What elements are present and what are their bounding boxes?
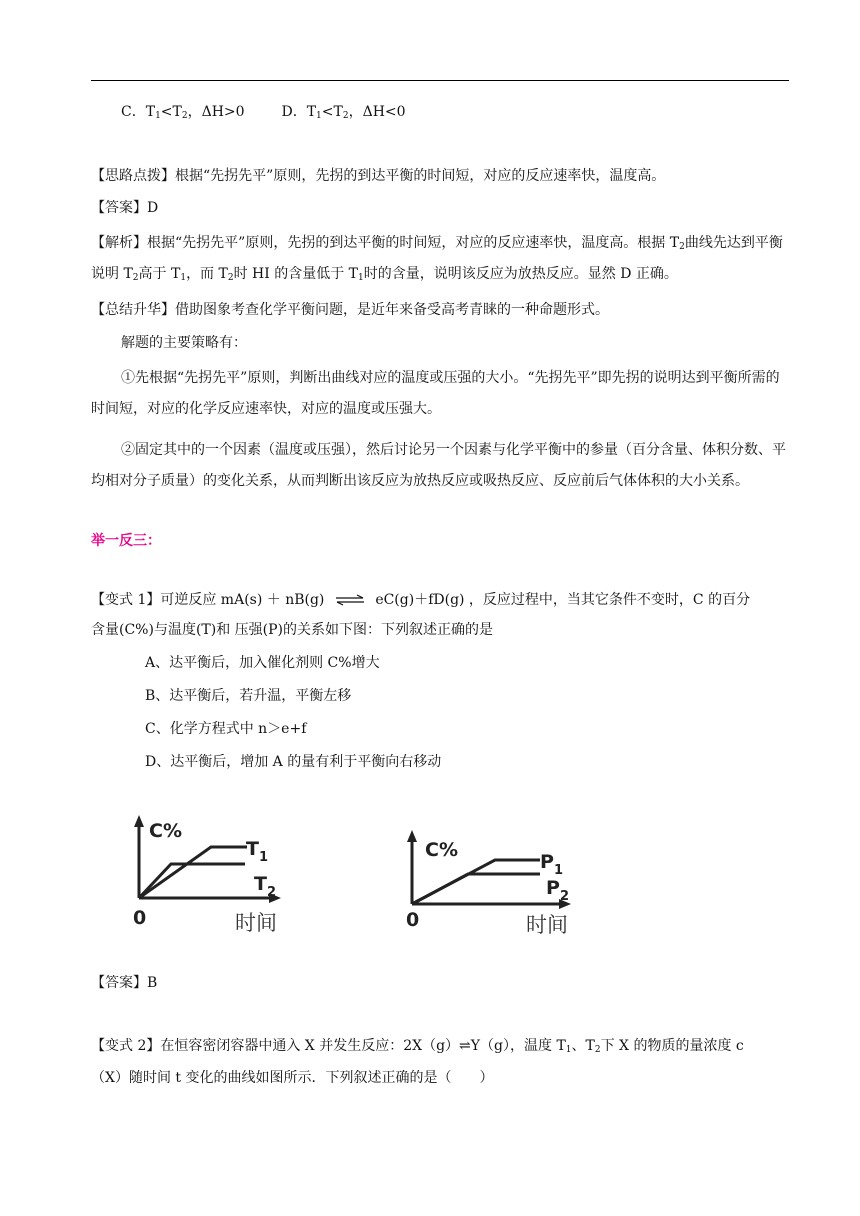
variant-2-line-1: 【变式 2】在恒容密闭容器中通入 X 并发生反应：2X（g）⇌Y（g），温度 $T_1$、$T_2$下 X 的物质的量浓度 c bbox=[91, 1038, 744, 1055]
header-rule bbox=[91, 80, 789, 81]
graph2-curve-top-label: $P_1$ bbox=[540, 851, 563, 878]
graph-temperature bbox=[125, 812, 295, 940]
summary-label: 【总结升华】 bbox=[91, 302, 175, 318]
strategy-2: ②固定其中的一个因素（温度或压强），然后讨论另一个因素与化学平衡中的参量（百分含量、体积分数、平均相对分子质量）的变化关系，从而判断出该反应为放热反应或吸热反应、反应前后气体体积的大小关系。 bbox=[91, 442, 786, 489]
curve-p2 bbox=[412, 874, 540, 904]
answer-1-label: 【答案】 bbox=[91, 200, 147, 216]
curve-p1 bbox=[412, 860, 540, 904]
summary-paragraph bbox=[91, 300, 609, 320]
choice-b: B、达平衡后，若升温，平衡左移 bbox=[145, 688, 352, 704]
answer-1 bbox=[91, 198, 158, 218]
curve-t1 bbox=[139, 847, 247, 898]
summary-text: 借助图象考查化学平衡问题，是近年来备受高考青睐的一种命题形式。 bbox=[175, 302, 609, 318]
choice-d: D、达平衡后，增加 A 的量有利于平衡向右移动 bbox=[145, 754, 442, 770]
answer-2-text: B bbox=[147, 975, 158, 991]
graph2-ylabel: C% bbox=[425, 839, 458, 861]
answer-2-label: 【答案】 bbox=[91, 975, 147, 991]
y-axis-arrow-icon bbox=[134, 815, 144, 827]
analysis-label: 【解析】 bbox=[91, 235, 147, 251]
options-row bbox=[121, 102, 406, 122]
variant-1-line-1: 【变式 1】可逆反应 mA(s) ＋ nB(g) eC(g)＋fD(g) ，反应过程中，当其它条件不变时，C 的百分 bbox=[91, 592, 751, 608]
answer-2 bbox=[91, 973, 157, 993]
graph2-curve-bottom-label: $P_2$ bbox=[546, 877, 569, 904]
variant-1-label: 【变式 1】 bbox=[91, 592, 161, 608]
y-axis-arrow-icon bbox=[407, 830, 417, 842]
variant-1-line-2: 含量(C%)与温度(T)和 压强(P)的关系如下图：下列叙述正确的是 bbox=[91, 622, 493, 638]
hint-paragraph bbox=[91, 166, 665, 186]
graph1-curve-top-label: $T_1$ bbox=[246, 838, 269, 865]
graph2-xlabel: 时间 bbox=[526, 913, 568, 937]
hint-text: 根据“先拐先平”原则，先拐的到达平衡的时间短，对应的反应速率快，温度高。 bbox=[175, 168, 666, 184]
graph1-xlabel: 时间 bbox=[235, 911, 277, 935]
curve-t2 bbox=[139, 864, 245, 898]
section-heading: 举一反三： bbox=[91, 533, 161, 549]
variant-2-label: 【变式 2】 bbox=[91, 1038, 161, 1054]
graph1-curve-bottom-label: $T_2$ bbox=[254, 873, 277, 900]
variant-2-line-2: （X）随时间 t 变化的曲线如图所示．下列叙述正确的是（ ） bbox=[91, 1070, 494, 1086]
strategy-1: ①先根据“先拐先平”原则，判断出曲线对应的温度或压强的大小。“先拐先平”即先拐的说明达到平衡所需的时间短，对应的化学反应速率快，对应的温度或压强大。 bbox=[91, 370, 780, 417]
strategy-intro: 解题的主要策略有： bbox=[121, 335, 247, 351]
option-d: D．$T_1<T_2$，ΔH<0 bbox=[281, 104, 406, 121]
hint-label: 【思路点拨】 bbox=[91, 168, 175, 184]
graph-pressure bbox=[400, 826, 585, 944]
choice-a: A、达平衡后，加入催化剂则 C%增大 bbox=[145, 655, 380, 671]
answer-1-text: D bbox=[147, 200, 159, 216]
graph1-origin: 0 bbox=[133, 907, 147, 929]
analysis-paragraph: 【解析】根据“先拐先平”原则，先拐的到达平衡的时间短，对应的反应速率快，温度高。根据 $T_2$曲线先达到平衡说明 $T_2$高于 $T_1$，而 $T_2$时 HI 的含量低于 $T_1$时的含量，说明该反应为放热反应。显然 D 正确。 bbox=[91, 235, 783, 283]
equilibrium-arrow-icon bbox=[335, 594, 365, 606]
choice-c: C、化学方程式中 n＞e+f bbox=[145, 721, 307, 737]
graph2-origin: 0 bbox=[406, 909, 420, 931]
option-c: C．$T_1<T_2$，ΔH>0 bbox=[121, 104, 245, 121]
graph1-ylabel: C% bbox=[149, 820, 182, 842]
